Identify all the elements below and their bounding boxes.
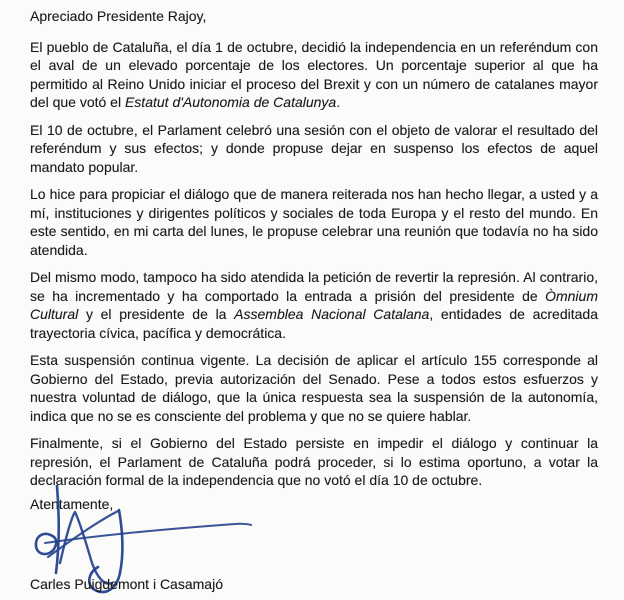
letter-body <box>30 38 598 490</box>
letter-paragraph <box>30 121 598 177</box>
salutation: Apreciado Presidente Rajoy, <box>30 8 207 24</box>
text-run: Lo hice para propiciar el diálogo que de manera reiterada nos han hecho llegar, a usted y a mí, instituciones y dirigentes políticos y sociales de toda Europa y el resto del mundo. En este sentido, en mi carta del lunes, le propuse celebrar una reunión que todavía no ha sido atendida. <box>30 186 598 258</box>
text-run: El 10 de octubre, el Parlament celebró una sesión con el objeto de valorar el resultado del referéndum y sus efectos; y donde propuse dejar en suspenso los efectos de aquel mandato popular. <box>30 121 598 175</box>
italic-term: Assemblea Nacional Catalana <box>234 306 430 322</box>
signatory-name: Carles Puigdemont i Casamajó <box>30 576 223 592</box>
text-run: , entidades de acreditada trayectoria cívica, pacífica y democrática. <box>30 306 598 341</box>
text-run: Finalmente, si el Gobierno del Estado persiste en impedir el diálogo y continuar la represión, el Parlament de Cataluña podrá proceder, si lo estima oportuno, a votar la declaración formal de la independencia que no votó el día 10 de octubre. <box>30 435 598 488</box>
letter-paragraph <box>30 38 598 112</box>
text-run: El pueblo de Cataluña, el día 1 de octubre, decidió la independencia en un referéndum con el aval de un elevado porcentaje de los electores. Un porcentaje superior al que ha permitido al Reino Unido iniciar el proceso del Brexit y con un número de catalanes mayor del que votó el <box>30 38 598 110</box>
text-run: Del mismo modo, tampoco ha sido atendida la petición de revertir la represión. Al contrario, se ha incrementado y ha comportado la entrada a prisión del presidente de <box>30 269 598 304</box>
letter-paragraph <box>30 185 598 259</box>
signature-block <box>30 513 598 575</box>
closing: Atentamente, <box>30 495 114 512</box>
text-run: y el presidente de la <box>78 306 235 322</box>
letter-paragraph <box>30 434 598 490</box>
italic-term: Estatut d'Autonomia de Catalunya <box>124 94 337 110</box>
italic-term: Òmnium Cultural <box>30 287 598 322</box>
letter-paragraph <box>30 268 598 342</box>
letter-paragraph <box>30 351 598 425</box>
text-run: . <box>336 94 341 110</box>
text-run: Esta suspensión continua vigente. La decisión de aplicar el artículo 155 corresponde al Gobierno del Estado, previa autorización del Senado. Pese a todos estos esfuerzos y nuestra voluntad de diálogo, que la única respuesta sea la suspensión de la autonomía, indica que no se es consciente del problema y que no se quiere hablar. <box>30 352 598 424</box>
